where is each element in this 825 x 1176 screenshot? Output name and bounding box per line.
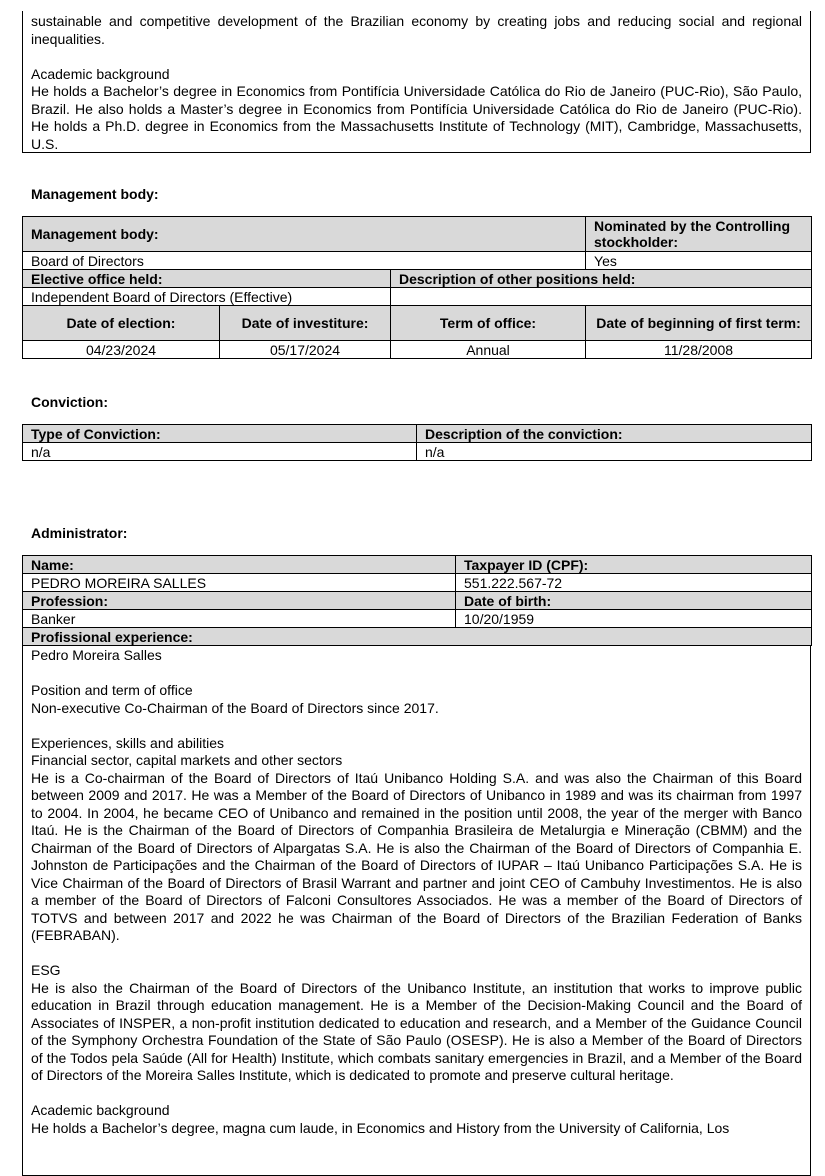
- name-value: PEDRO MOREIRA SALLES: [23, 574, 456, 592]
- term-header: Term of office:: [391, 306, 586, 341]
- date-election-value: 04/23/2024: [23, 341, 220, 359]
- cpf-value: 551.222.567-72: [456, 574, 812, 592]
- profession-value: Banker: [23, 610, 456, 628]
- intro-paragraph: sustainable and competitive development of the Brazilian economy by creating jobs and reducing social and regional inequalities.: [31, 13, 802, 47]
- elective-office-value: Independent Board of Directors (Effective): [23, 288, 391, 306]
- conviction-type-value: n/a: [23, 443, 417, 461]
- profession-header: Profession:: [23, 592, 456, 610]
- skills-subheading: Financial sector, capital markets and other sectors: [31, 752, 343, 768]
- term-value: Annual: [391, 341, 586, 359]
- conviction-type-header: Type of Conviction:: [23, 425, 417, 443]
- position-heading: Position and term of office: [31, 682, 193, 698]
- position-text: Non-executive Co-Chairman of the Board of Directors since 2017.: [31, 699, 439, 716]
- other-positions-header: Description of other positions held:: [391, 270, 812, 288]
- academic-heading-2: Academic background: [31, 1102, 170, 1118]
- experience-name: Pedro Moreira Salles: [31, 647, 162, 663]
- administrator-table: [22, 555, 812, 646]
- cpf-header: Taxpayer ID (CPF):: [456, 556, 812, 574]
- date-investiture-header: Date of investiture:: [220, 306, 391, 341]
- management-body-value: Board of Directors: [23, 252, 586, 270]
- elective-office-header: Elective office held:: [23, 270, 391, 288]
- previous-experience-box: [22, 11, 811, 153]
- skills-heading: Experiences, skills and abilities: [31, 734, 224, 751]
- management-table: [22, 216, 812, 359]
- birth-value: 10/20/1959: [456, 610, 812, 628]
- skills-paragraph: He is a Co-chairman of the Board of Directors of Itaú Unibanco Holding S.A. and was also the Chairman of this Board between 2009 and 2017. He was a Member of the Board of Directors of Unibanco in 1989 and was its chairman from 1997 to 2004. In 2004, he became CEO of Unibanco and remained in the position until 2008, the year of the merger with Banco Itaú. He is the Chairman of the Board of Directors of Companhia Brasileira de Metalurgia e Mineração (CBMM) and the Chairman of the Board of Directors of Alpargatas S.A. He is also the Chairman of the Board of Directors of Companhia E. Johnston de Participações and the Chairman of the Board of Directors of IUPAR – Itaú Unibanco Participações S.A. He is Vice Chairman of the Board of Directors of Brasil Warrant and partner and joint CEO of Cambuhy Investimentos. He is also a member of the Board of Directors of Falconi Consultores Associados. He was a member of the Board of Directors of TOTVS and between 2017 and 2022 he was Chairman of the Board of Directors of the Brazilian Federation of Banks (FEBRABAN).: [31, 769, 802, 943]
- esg-heading: ESG: [31, 962, 61, 978]
- experience-box: [22, 646, 811, 1176]
- first-term-value: 11/28/2008: [586, 341, 812, 359]
- conviction-table: [22, 424, 812, 461]
- academic-paragraph: He holds a Bachelor’s degree in Economics from Pontifícia Universidade Católica do Rio de Janeiro (PUC-Rio), São Paulo, Brazil. He also holds a Master’s degree in Economics from Pontifícia Universidade Católica do Rio de Janeiro (PUC-Rio). He holds a Ph.D. degree in Economics from the Massachusetts Institute of Technology (MIT), Cambridge, Massachusetts, U.S.: [31, 83, 802, 152]
- academic-heading: Academic background: [31, 65, 170, 82]
- experience-header: Profissional experience:: [23, 628, 812, 646]
- conviction-description-header: Description of the conviction:: [417, 425, 812, 443]
- conviction-section-title: Conviction:: [31, 394, 108, 410]
- name-header: Name:: [23, 556, 456, 574]
- academic-paragraph-2: He holds a Bachelor’s degree, magna cum laude, in Economics and History from the University of California, Los: [31, 1119, 730, 1136]
- birth-header: Date of birth:: [456, 592, 812, 610]
- date-election-header: Date of election:: [23, 306, 220, 341]
- other-positions-value: [391, 288, 812, 306]
- nominated-value: Yes: [586, 252, 812, 270]
- esg-paragraph: He is also the Chairman of the Board of Directors of the Unibanco Institute, an institution that works to improve public education in Brazil through education management. He is a Member of the Decision-Making Council and the Board of Associates of INSPER, a non-profit institution dedicated to education and research, and a Member of the Guidance Council of the Symphony Orchestra Foundation of the State of São Paulo (OSESP). He is also a Member of the Board of Directors of the Todos pela Saúde (All for Health) Institute, which combats sanitary emergencies in Brazil, and a Member of the Board of Directors of the Moreira Salles Institute, which is dedicated to promote and preserve cultural heritage.: [31, 979, 802, 1083]
- first-term-header: Date of beginning of first term:: [586, 306, 812, 341]
- management-body-header: Management body:: [23, 217, 586, 252]
- nominated-header: Nominated by the Controlling stockholder:: [586, 217, 812, 252]
- conviction-description-value: n/a: [417, 443, 812, 461]
- date-investiture-value: 05/17/2024: [220, 341, 391, 359]
- management-section-title: Management body:: [31, 186, 159, 202]
- administrator-section-title: Administrator:: [31, 525, 128, 541]
